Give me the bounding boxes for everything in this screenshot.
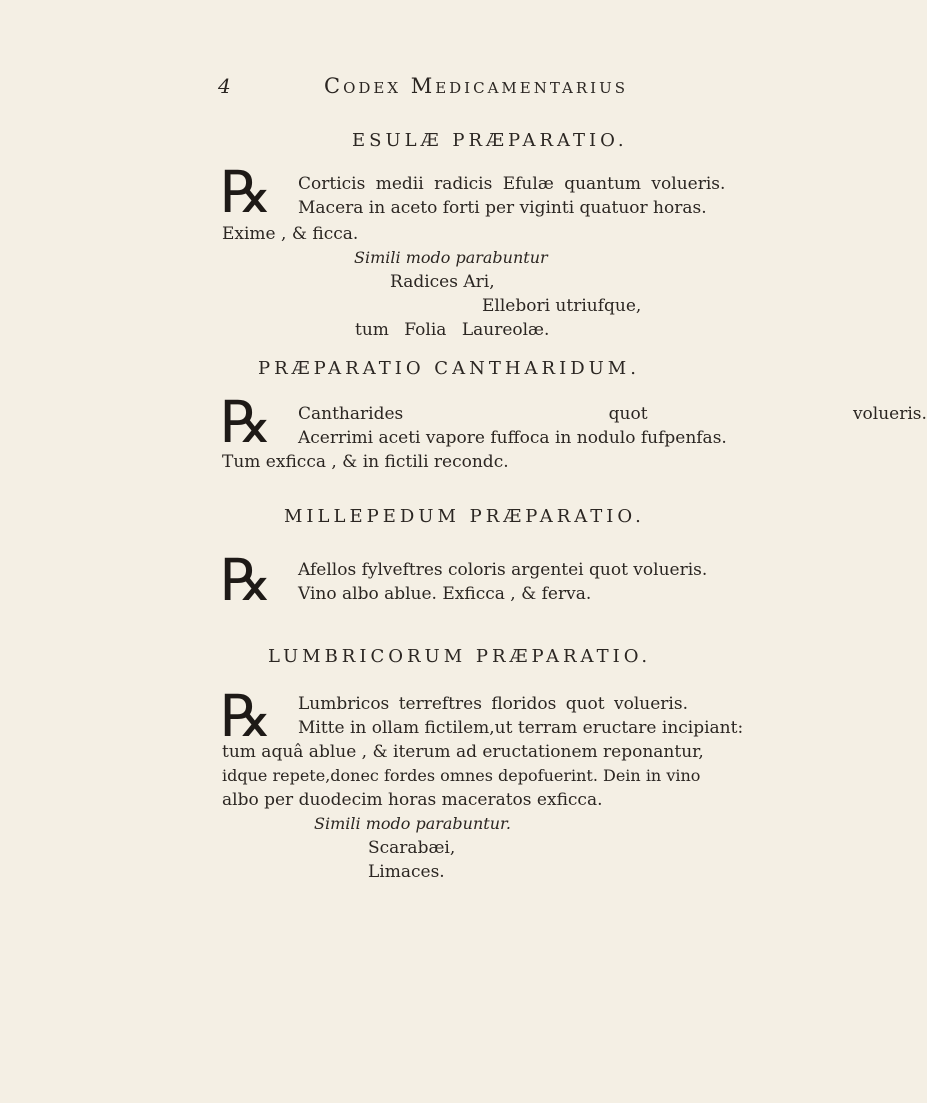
recipe-line: albo per duodecim horas maceratos exficca. xyxy=(222,790,603,810)
recipe-line: Scarabæi, xyxy=(368,838,456,858)
recipe-symbol: ℞ xyxy=(220,160,272,225)
recipe-line: Simili modo parabuntur xyxy=(354,248,548,267)
recipe-line: Limaces. xyxy=(368,862,445,882)
running-title: Codex Medicamentarius xyxy=(324,74,628,98)
recipe-line: Cantharides quot volueris. xyxy=(298,404,927,424)
recipe-line: Macera in aceto forti per viginti quatuor horas. xyxy=(298,198,707,218)
recipe-symbol: ℞ xyxy=(220,684,272,749)
recipe-line: Lumbricos terreftres floridos quot volueris. xyxy=(298,694,688,714)
recipe-line: tum aquâ ablue , & iterum ad eructationem reponantur, xyxy=(222,742,704,762)
recipe-line: tum Folia Laureolæ. xyxy=(355,320,550,340)
recipe-line: Tum exficca , & in fictili recondc. xyxy=(222,452,509,472)
section-title: ESULÆ PRÆPARATIO. xyxy=(352,130,628,151)
page-number: 4 xyxy=(218,74,231,98)
recipe-line: Corticis medii radicis Efulæ quantum volueris. xyxy=(298,174,726,194)
section-title: PRÆPARATIO CANTHARIDUM. xyxy=(258,358,640,379)
recipe-line: Vino albo ablue. Exficca , & ferva. xyxy=(298,584,592,604)
recipe-line: Afellos fylveftres coloris argentei quot volueris. xyxy=(298,560,708,580)
recipe-symbol: ℞ xyxy=(220,548,272,613)
section-title: MILLEPEDUM PRÆPARATIO. xyxy=(284,506,645,527)
section-title: LUMBRICORUM PRÆPARATIO. xyxy=(268,646,652,667)
recipe-line: Acerrimi aceti vapore fuffoca in nodulo fufpenfas. xyxy=(298,428,727,448)
recipe-line: idque repete,donec fordes omnes depofuerint. Dein in vino xyxy=(222,766,701,785)
recipe-line: Simili modo parabuntur. xyxy=(314,814,511,833)
recipe-line: Radices Ari, xyxy=(390,272,495,292)
recipe-line: Exime , & ficca. xyxy=(222,224,359,244)
recipe-line: Ellebori utriufque, xyxy=(482,296,642,316)
recipe-line: Mitte in ollam fictilem,ut terram eructare incipiant: xyxy=(298,718,744,738)
recipe-symbol: ℞ xyxy=(220,390,272,455)
